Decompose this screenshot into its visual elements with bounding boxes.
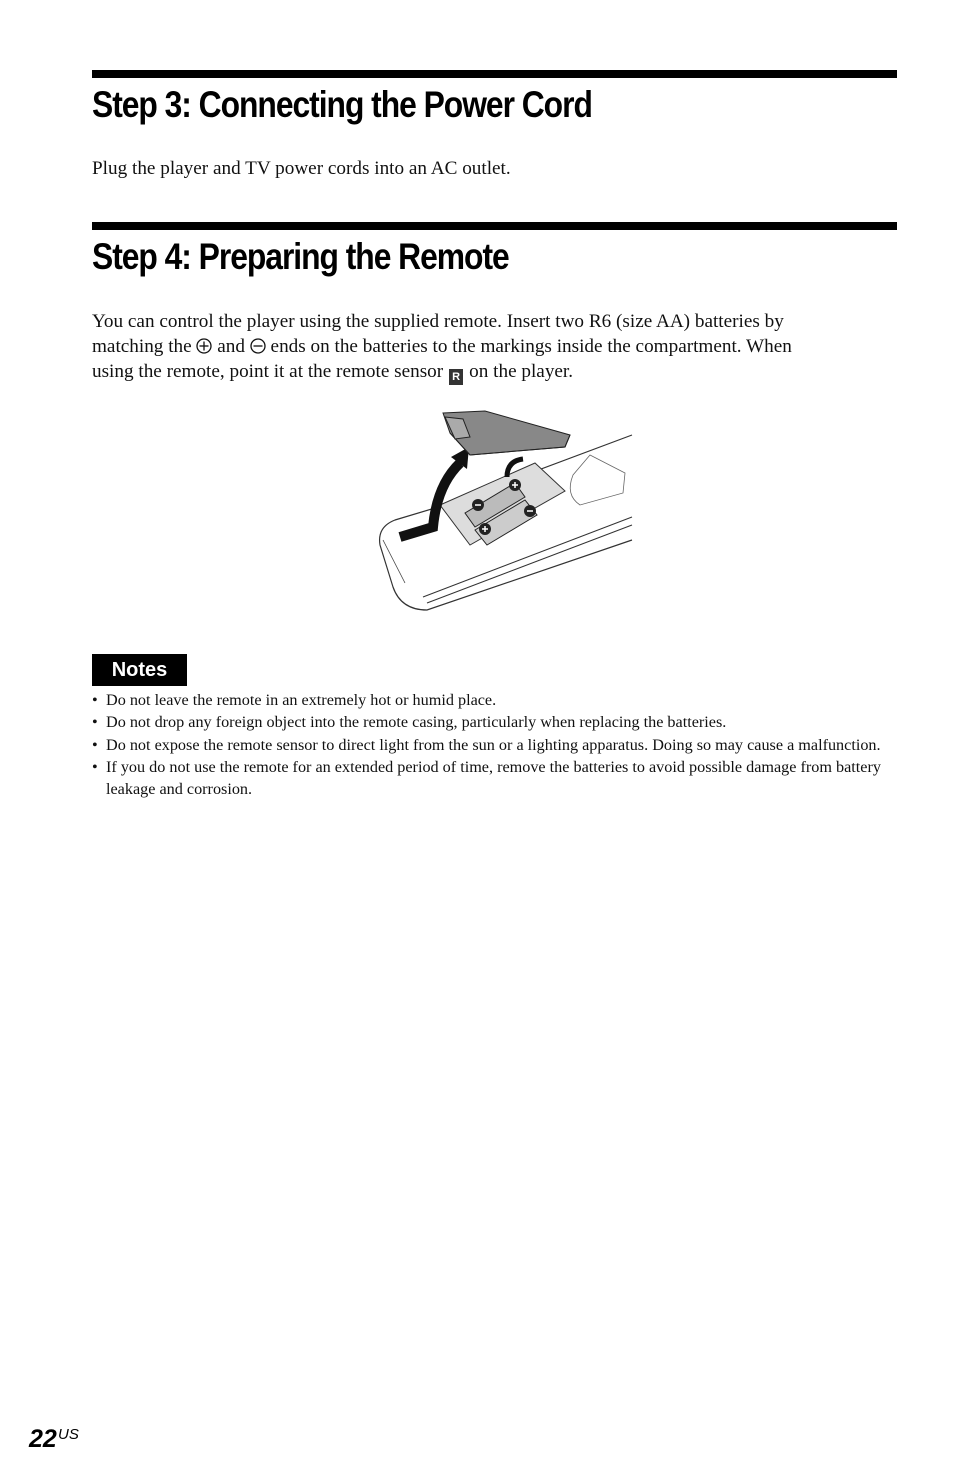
- step4-line-2: [92, 334, 892, 359]
- remote-body-edge: [427, 525, 632, 603]
- remote-battery-illustration: [375, 405, 640, 620]
- step3-heading: Step 3: Connecting the Power Cord: [92, 84, 592, 125]
- step4-line-2b: and: [217, 336, 245, 357]
- minus-circle-icon: [250, 338, 266, 354]
- note-bullet: •: [92, 691, 98, 709]
- step4-line-2c: ends on the batteries to the markings inside the compartment. When: [270, 336, 792, 357]
- step4-line-3b: on the player.: [469, 361, 574, 382]
- remote-sensor-icon: R: [449, 369, 463, 385]
- notes-list: [92, 689, 900, 800]
- heading-rule-step4: [92, 222, 897, 230]
- page-region-suffix: US: [58, 1426, 79, 1443]
- step4-heading: Step 4: Preparing the Remote: [92, 236, 509, 277]
- step4-body: [92, 309, 892, 385]
- step4-line-1: You can control the player using the supplied remote. Insert two R6 (size AA) batteries by: [92, 311, 784, 332]
- heading-rule-step3: [92, 70, 897, 78]
- note-bullet: •: [92, 713, 98, 732]
- note-text: Do not expose the remote sensor to direct light from the sun or a lighting apparatus. Doing so may cause a malfunction.: [106, 735, 881, 754]
- step4-line-3a: using the remote, point it at the remote sensor: [92, 361, 444, 382]
- note-bullet: •: [92, 757, 98, 776]
- remote-button-outline: [570, 455, 625, 505]
- note-text: If you do not use the remote for an extended period of time, remove the batteries to avoid possible damage from battery leakage and corrosion.: [106, 757, 881, 799]
- remote-body-edge: [423, 517, 632, 597]
- note-text: Do not drop any foreign object into the remote casing, particularly when replacing the batteries.: [106, 713, 727, 732]
- plus-circle-icon: [196, 338, 212, 354]
- note-item: [92, 734, 900, 756]
- step4-line-2a: matching the: [92, 336, 192, 357]
- note-bullet: •: [92, 735, 98, 754]
- step4-line-3: [92, 359, 892, 385]
- note-text: Do not leave the remote in an extremely hot or humid place.: [106, 691, 497, 709]
- note-item: [92, 711, 900, 733]
- remote-body-edge: [383, 540, 405, 583]
- page-number: 22: [29, 1425, 57, 1453]
- note-item: [92, 756, 900, 801]
- note-item: [92, 689, 900, 711]
- notes-label: Notes: [92, 654, 187, 686]
- step3-body: Plug the player and TV power cords into an AC outlet.: [92, 158, 511, 179]
